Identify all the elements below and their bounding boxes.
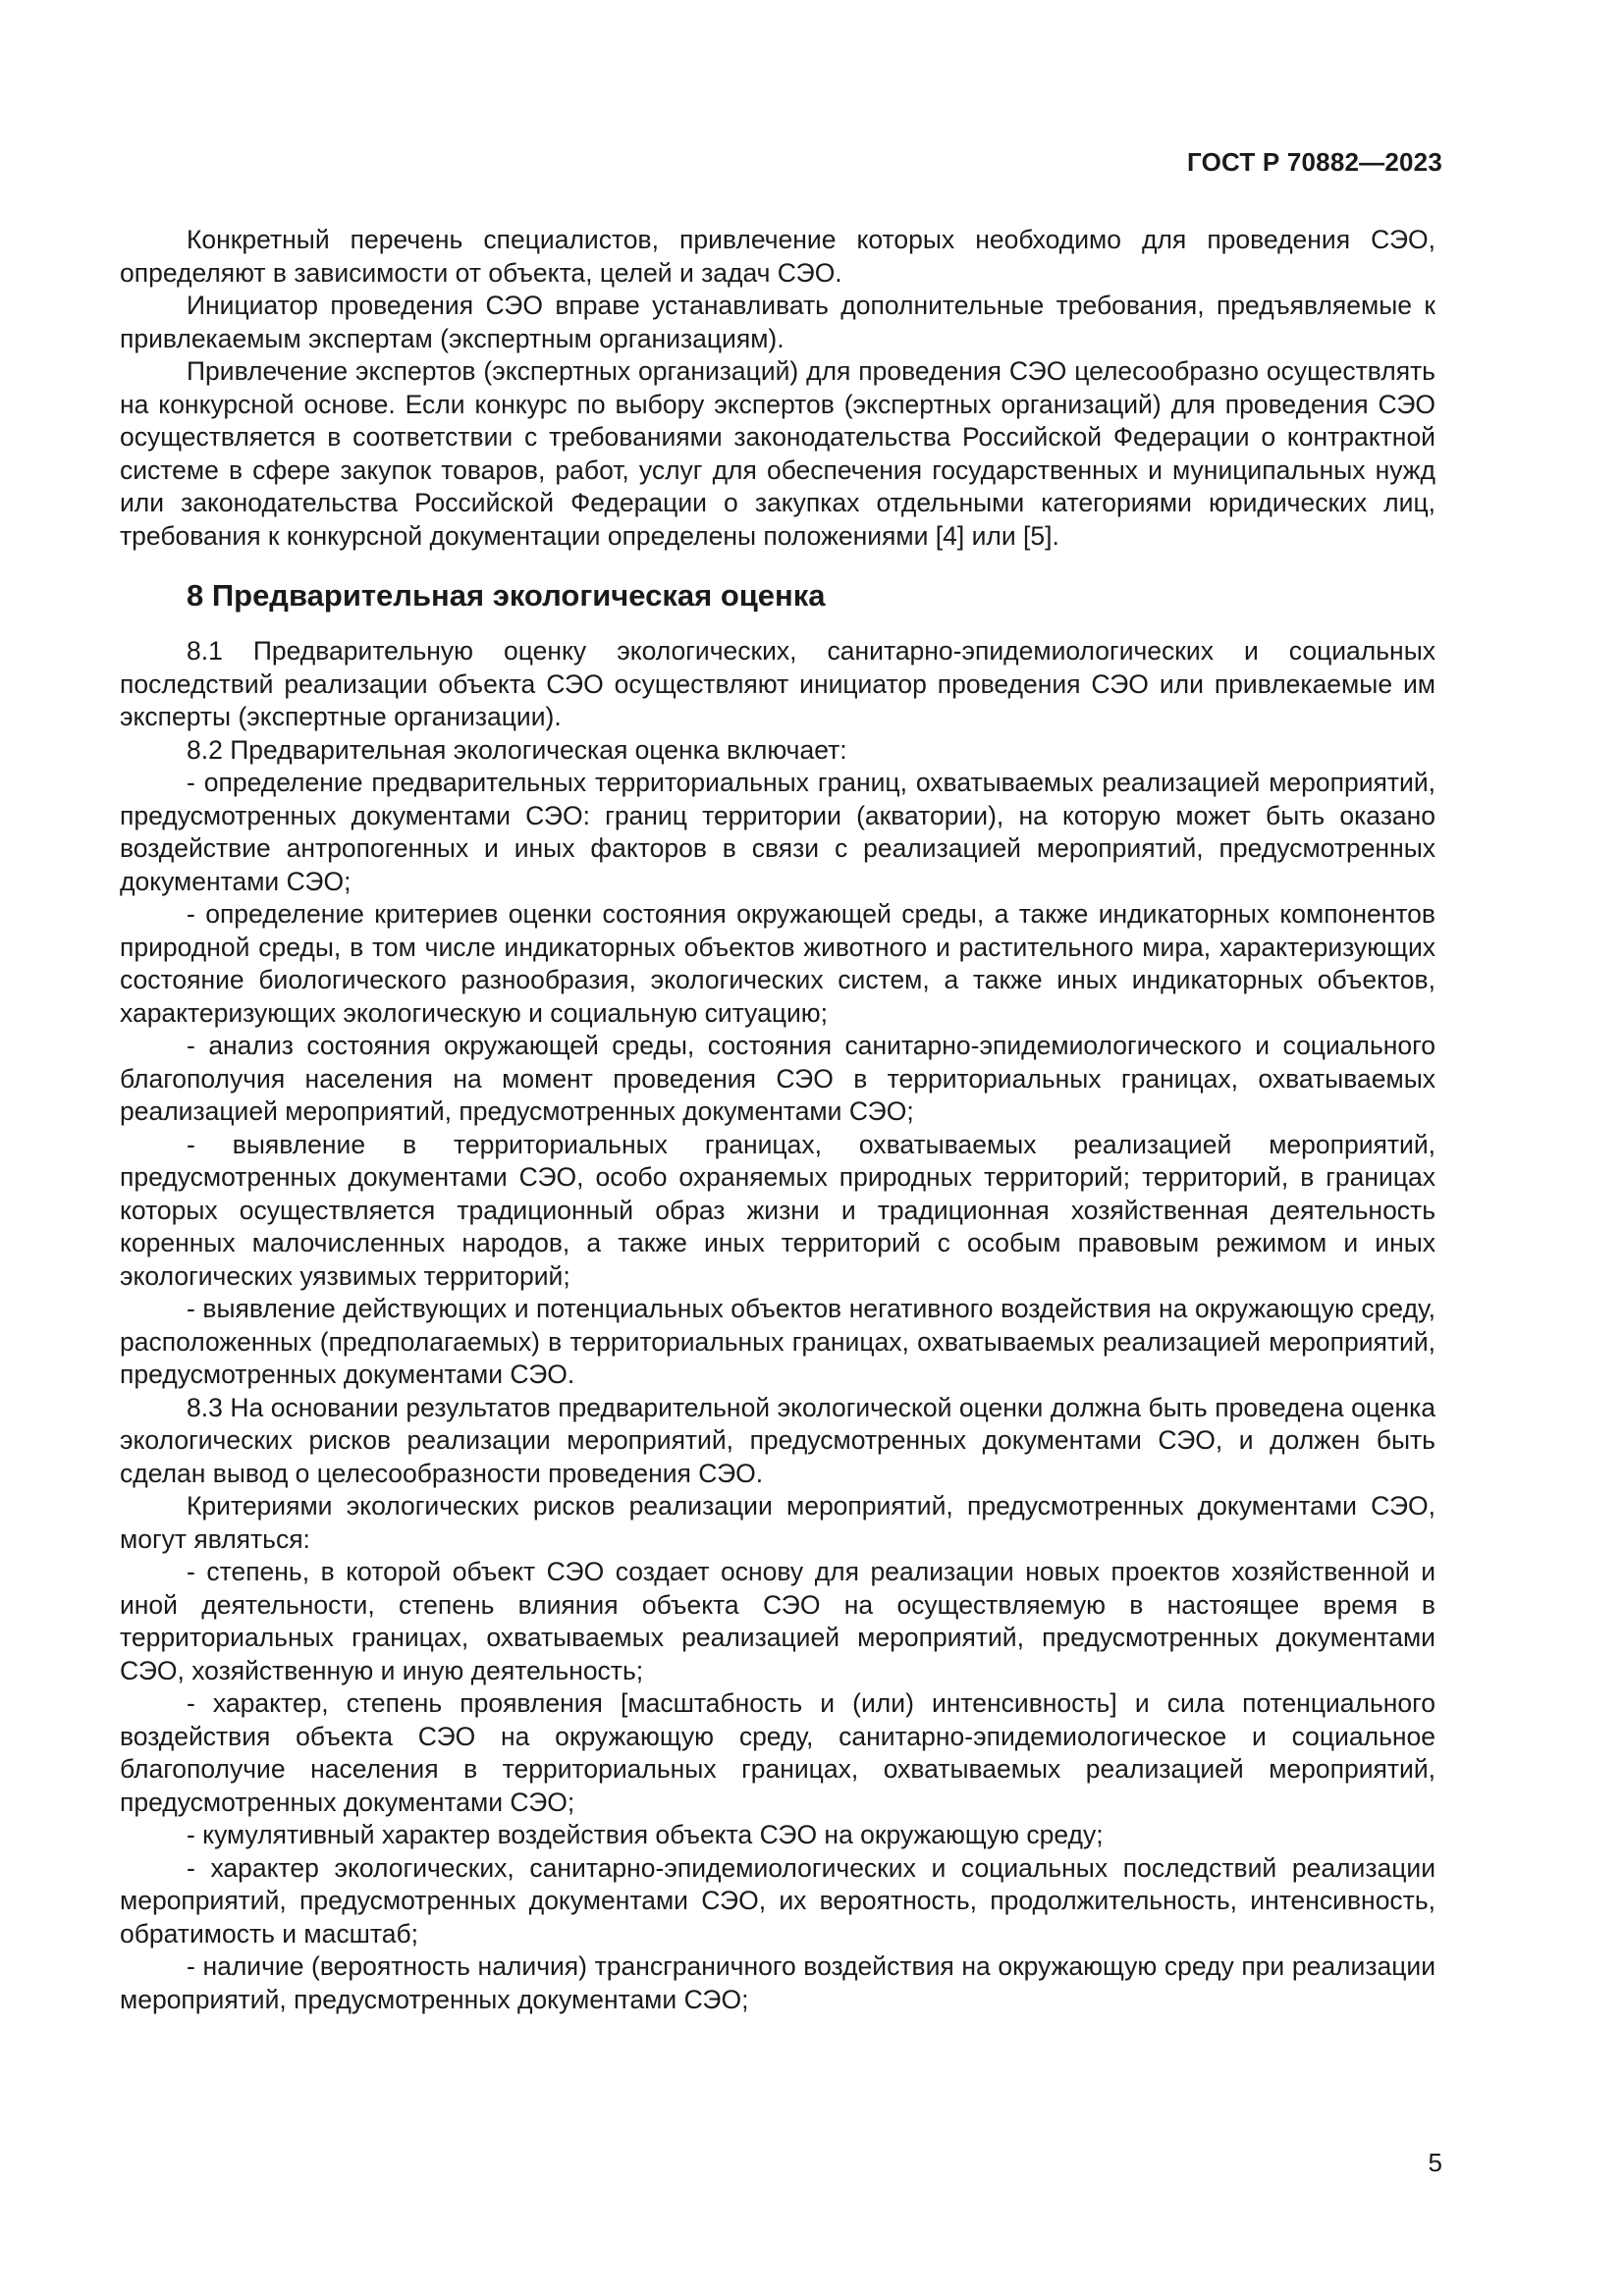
paragraph: 8.2 Предварительная экологическая оценка включает: <box>187 734 847 765</box>
paragraph: 8.1 Предварительную оценку экологических, санитарно-эпидемиологических и социальных последствий реализации объекта СЭО осуществляют инициатор проведения СЭО или привлекаемые им эксперты (экспертные организации). <box>120 636 1435 731</box>
list-item: - характер экологических, санитарно-эпидемиологических и социальных последствий реализации мероприятий, предусмотренных документами СЭО, их вероятность, продолжительность, интенсивность, обратимость и масштаб; <box>120 1852 1435 1949</box>
list-item: - анализ состояния окружающей среды, состояния санитарно-эпидемиологического и социального благополучия населения на момент проведения СЭО в территориальных границах, охватываемых реализацией мероприятий, предусмотренных документами СЭО; <box>120 1031 1435 1126</box>
page-content <box>120 224 1435 2016</box>
list-item: - характер, степень проявления [масштабность и (или) интенсивность] и сила потенциального воздействия объекта СЭО на окружающую среду, санитарно-эпидемиологическое и социальное благополучие населения в территориальных границах, охватываемых реализацией мероприятий, предусмотренных документами СЭО; <box>120 1688 1435 1817</box>
paragraph: Конкретный перечень специалистов, привлечение которых необходимо для проведения СЭО, определяют в зависимости от объекта, целей и задач СЭО. <box>120 225 1435 288</box>
list-item: - выявление в территориальных границах, охватываемых реализацией мероприятий, предусмотренных документами СЭО, особо охраняемых природных территорий; территорий, в границах которых осуществляется традиционный образ жизни и традиционная хозяйственная деятельность коренных малочисленных народов, а также иных территорий с особым правовым режимом и иных экологических уязвимых территорий; <box>120 1129 1435 1291</box>
list-item: - степень, в которой объект СЭО создает основу для реализации новых проектов хозяйственной и иной деятельности, степень влияния объекта СЭО на осуществляемую в настоящее время в территориальных границах, охватываемых реализацией мероприятий, предусмотренных документами СЭО, хозяйственную и иную деятельность; <box>120 1557 1435 1685</box>
list-item: - определение критериев оценки состояния окружающей среды, а также индикаторных компонентов природной среды, в том числе индикаторных объектов животного и растительного мира, характеризующих состояние биологического разнообразия, экологических систем, а также иных индикаторных объектов, характеризующих экологическую и социальную ситуацию; <box>120 899 1435 1028</box>
paragraph: Критериями экологических рисков реализации мероприятий, предусмотренных документами СЭО, могут являться: <box>120 1491 1435 1554</box>
page-number: 5 <box>1428 2148 1442 2177</box>
list-item: - наличие (вероятность наличия) трансграничного воздействия на окружающую среду при реализации мероприятий, предусмотренных документами СЭО; <box>120 1951 1435 2014</box>
list-item: - кумулятивный характер воздействия объекта СЭО на окружающую среду; <box>187 1820 1104 1849</box>
paragraph: 8.3 На основании результатов предварительной экологической оценки должна быть проведена оценка экологических рисков реализации мероприятий, предусмотренных документами СЭО, и должен быть сделан вывод о целесообразности проведения СЭО. <box>120 1392 1435 1488</box>
paragraph: Привлечение экспертов (экспертных организаций) для проведения СЭО целесообразно осуществлять на конкурсной основе. Если конкурс по выбору экспертов (экспертных организаций) для проведения СЭО осуществляется в соответствии с требованиями законодательства Российской Федерации о контрактной системе в сфере закупок товаров, работ, услуг для обеспечения государственных и муниципальных нужд или законодательства Российской Федерации о закупках отдельными категориями юридических лиц, требования к конкурсной документации определены положениями [4] или [5]. <box>120 356 1435 551</box>
section-heading: 8 Предварительная экологическая оценка <box>187 578 826 613</box>
document-code-header: ГОСТ Р 70882—2023 <box>1187 147 1442 177</box>
paragraph: Инициатор проведения СЭО вправе устанавливать дополнительные требования, предъявляемые к привлекаемым экспертам (экспертным организациям). <box>120 291 1435 353</box>
list-item: - выявление действующих и потенциальных объектов негативного воздействия на окружающую среду, расположенных (предполагаемых) в территориальных границах, охватываемых реализацией мероприятий, предусмотренных документами СЭО. <box>120 1294 1435 1389</box>
list-item: - определение предварительных территориальных границ, охватываемых реализацией мероприятий, предусмотренных документами СЭО: границ территории (акватории), на которую может быть оказано воздействие антропогенных и иных факторов в связи с реализацией мероприятий, предусмотренных документами СЭО; <box>120 768 1435 896</box>
